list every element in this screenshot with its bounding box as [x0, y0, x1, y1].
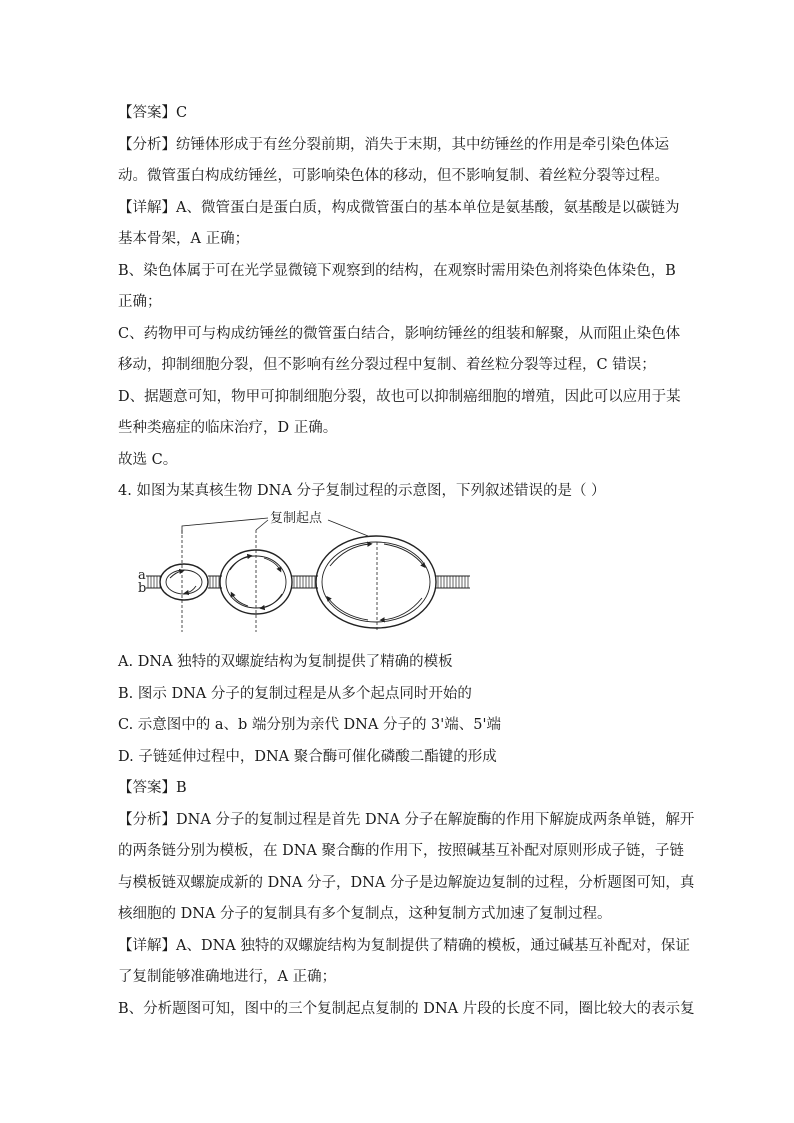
q3-conclusion: 故选 C。 [118, 452, 178, 468]
q4-answer: 【答案】B [118, 780, 187, 796]
q4-analysis-line-1: 【分析】DNA 分子的复制过程是首先 DNA 分子在解旋酶的作用下解旋成两条单链，解开 [118, 812, 695, 828]
q4-analysis-line-4: 核细胞的 DNA 分子的复制具有多个复制点，这种复制方式加速了复制过程。 [118, 906, 612, 922]
q3-detail-line-1: 【详解】A、微管蛋白是蛋白质，构成微管蛋白的基本单位是氨基酸，氨基酸是以碳链为 [118, 200, 680, 216]
q3-detail-line-6: 移动，抑制细胞分裂，但不影响有丝分裂过程中复制、着丝粒分裂等过程，C 错误； [118, 357, 656, 373]
q4-stem: 4. 如图为某真核生物 DNA 分子复制过程的示意图，下列叙述错误的是（ ） [118, 483, 606, 499]
duplex-mid-2 [292, 576, 318, 588]
q4-detail-line-3: B、分析题图可知，图中的三个复制起点复制的 DNA 片段的长度不同，圈比较大的表示复 [118, 1001, 695, 1017]
dna-replication-diagram [132, 508, 477, 636]
leader-line-2 [256, 520, 268, 530]
q4-option-d: D. 子链延伸过程中，DNA 聚合酶可催化磷酸二酯键的形成 [118, 749, 497, 765]
duplex-right [436, 576, 470, 588]
q4-analysis-line-2: 的两条链分别为模板，在 DNA 聚合酶的作用下，按照碱基互补配对原则形成子链，子链 [118, 843, 684, 859]
replication-bubble-3 [316, 536, 436, 628]
dna-replication-figure [132, 508, 477, 636]
q4-analysis-line-3: 与模板链双螺旋成新的 DNA 分子，DNA 分子是边解旋边复制的过程，分析题图可知，真 [118, 875, 695, 891]
q3-detail-line-2: 基本骨架，A 正确； [118, 231, 250, 247]
q3-analysis-line-2: 动。微管蛋白构成纺锤丝，可影响染色体的移动，但不影响复制、着丝粒分裂等过程。 [118, 168, 669, 184]
leader-line-1 [182, 518, 268, 534]
q4-detail-line-2: 了复制能够准确地进行，A 正确； [118, 969, 337, 985]
leader-line-3 [328, 520, 368, 536]
strand-b-label: b [138, 581, 147, 596]
q3-detail-line-5: C、药物甲可与构成纺锤丝的微管蛋白结合，影响纺锤丝的组装和解聚，从而阻止染色体 [118, 326, 681, 342]
q3-answer: 【答案】C [118, 105, 188, 121]
q4-detail-line-1: 【详解】A、DNA 独特的双螺旋结构为复制提供了精确的模板，通过碱基互补配对，保证 [118, 938, 690, 954]
origin-label: 复制起点 [270, 511, 323, 526]
q4-option-c: C. 示意图中的 a、b 端分别为亲代 DNA 分子的 3'端、5'端 [118, 717, 501, 733]
q3-detail-line-3: B、染色体属于可在光学显微镜下观察到的结构，在观察时需用染色剂将染色体染色，B [118, 263, 676, 279]
q3-detail-line-4: 正确； [118, 294, 162, 310]
q4-option-a: A. DNA 独特的双螺旋结构为复制提供了精确的模板 [118, 654, 453, 670]
q3-detail-line-7: D、据题意可知，物甲可抑制细胞分裂，故也可以抑制癌细胞的增殖，因此可以应用于某 [118, 389, 681, 405]
strand-a-label: a [138, 568, 146, 583]
replication-bubble-1 [160, 564, 208, 600]
q3-detail-line-8: 些种类癌症的临床治疗，D 正确。 [118, 420, 338, 436]
q4-option-b: B. 图示 DNA 分子的复制过程是从多个起点同时开始的 [118, 686, 472, 702]
q3-analysis-line-1: 【分析】纺锤体形成于有丝分裂前期，消失于末期，其中纺锤丝的作用是牵引染色体运 [118, 137, 669, 153]
